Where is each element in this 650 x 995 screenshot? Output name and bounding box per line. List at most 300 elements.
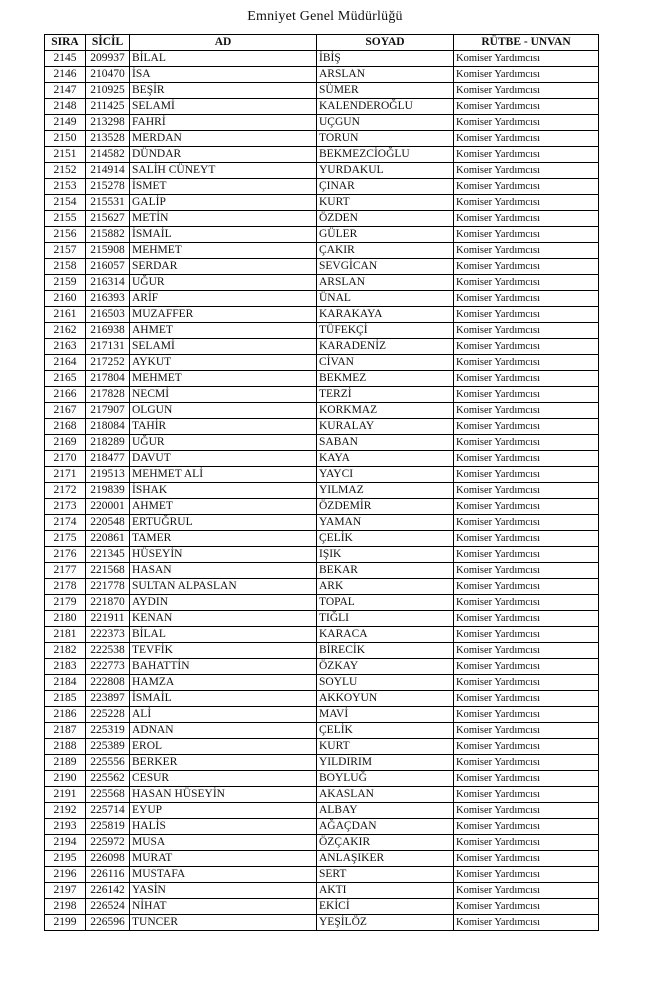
table-row	[45, 355, 599, 371]
cell-ad: SELAMİ	[130, 339, 317, 355]
cell-sira: 2198	[45, 899, 86, 915]
table-row	[45, 579, 599, 595]
cell-sicil: 222808	[86, 675, 130, 691]
cell-sira: 2179	[45, 595, 86, 611]
cell-sicil: 225319	[86, 723, 130, 739]
cell-sicil: 218477	[86, 451, 130, 467]
cell-sicil: 223897	[86, 691, 130, 707]
cell-ad: İSMAİL	[130, 691, 317, 707]
table-row	[45, 435, 599, 451]
cell-sira: 2156	[45, 227, 86, 243]
cell-ad: MEHMET ALİ	[130, 467, 317, 483]
cell-sicil: 211425	[86, 99, 130, 115]
cell-sira: 2190	[45, 771, 86, 787]
cell-ad: YASİN	[130, 883, 317, 899]
table-row	[45, 371, 599, 387]
cell-soyad: UÇGUN	[317, 115, 454, 131]
table-row	[45, 723, 599, 739]
header-soyad: SOYAD	[317, 35, 454, 51]
cell-soyad: YAMAN	[317, 515, 454, 531]
cell-sira: 2178	[45, 579, 86, 595]
cell-sicil: 215908	[86, 243, 130, 259]
cell-sira: 2162	[45, 323, 86, 339]
cell-rutbe: Komiser Yardımcısı	[454, 307, 599, 323]
cell-rutbe: Komiser Yardımcısı	[454, 627, 599, 643]
cell-sicil: 221778	[86, 579, 130, 595]
cell-soyad: ÖZDEMİR	[317, 499, 454, 515]
cell-rutbe: Komiser Yardımcısı	[454, 243, 599, 259]
cell-soyad: SÜMER	[317, 83, 454, 99]
table-row	[45, 419, 599, 435]
cell-soyad: AĞAÇDAN	[317, 819, 454, 835]
cell-sicil: 221345	[86, 547, 130, 563]
cell-sicil: 226098	[86, 851, 130, 867]
cell-sicil: 214582	[86, 147, 130, 163]
table-row	[45, 499, 599, 515]
cell-rutbe: Komiser Yardımcısı	[454, 275, 599, 291]
cell-sira: 2191	[45, 787, 86, 803]
cell-sira: 2174	[45, 515, 86, 531]
cell-sira: 2175	[45, 531, 86, 547]
table-row	[45, 467, 599, 483]
cell-ad: SELAMİ	[130, 99, 317, 115]
cell-rutbe: Komiser Yardımcısı	[454, 131, 599, 147]
cell-sicil: 216503	[86, 307, 130, 323]
cell-soyad: BEKMEZ	[317, 371, 454, 387]
cell-soyad: TIĞLI	[317, 611, 454, 627]
cell-ad: MUSTAFA	[130, 867, 317, 883]
table-row	[45, 899, 599, 915]
cell-sira: 2146	[45, 67, 86, 83]
cell-ad: MURAT	[130, 851, 317, 867]
cell-rutbe: Komiser Yardımcısı	[454, 723, 599, 739]
cell-rutbe: Komiser Yardımcısı	[454, 707, 599, 723]
cell-sicil: 217828	[86, 387, 130, 403]
cell-sira: 2151	[45, 147, 86, 163]
cell-sira: 2158	[45, 259, 86, 275]
cell-rutbe: Komiser Yardımcısı	[454, 835, 599, 851]
cell-soyad: KARADENİZ	[317, 339, 454, 355]
cell-sicil: 219839	[86, 483, 130, 499]
cell-sicil: 216057	[86, 259, 130, 275]
cell-sira: 2168	[45, 419, 86, 435]
cell-sicil: 225556	[86, 755, 130, 771]
cell-ad: AHMET	[130, 499, 317, 515]
cell-rutbe: Komiser Yardımcısı	[454, 451, 599, 467]
cell-soyad: ÜNAL	[317, 291, 454, 307]
cell-ad: ARİF	[130, 291, 317, 307]
cell-rutbe: Komiser Yardımcısı	[454, 643, 599, 659]
cell-sira: 2163	[45, 339, 86, 355]
cell-rutbe: Komiser Yardımcısı	[454, 163, 599, 179]
cell-sicil: 215627	[86, 211, 130, 227]
cell-sicil: 226524	[86, 899, 130, 915]
cell-sicil: 225228	[86, 707, 130, 723]
cell-soyad: İBİŞ	[317, 51, 454, 67]
cell-ad: HALİS	[130, 819, 317, 835]
cell-sira: 2180	[45, 611, 86, 627]
cell-soyad: SERT	[317, 867, 454, 883]
cell-ad: TUNCER	[130, 915, 317, 931]
header-sicil: SİCİL	[86, 35, 130, 51]
cell-ad: OLGUN	[130, 403, 317, 419]
cell-ad: SULTAN ALPASLAN	[130, 579, 317, 595]
table-row	[45, 787, 599, 803]
cell-rutbe: Komiser Yardımcısı	[454, 675, 599, 691]
cell-sicil: 218289	[86, 435, 130, 451]
table-row	[45, 627, 599, 643]
cell-ad: EYUP	[130, 803, 317, 819]
cell-soyad: ÖZDEN	[317, 211, 454, 227]
cell-rutbe: Komiser Yardımcısı	[454, 819, 599, 835]
cell-sira: 2184	[45, 675, 86, 691]
cell-ad: SALİH CÜNEYT	[130, 163, 317, 179]
cell-ad: ADNAN	[130, 723, 317, 739]
cell-soyad: ÇELİK	[317, 723, 454, 739]
cell-ad: BERKER	[130, 755, 317, 771]
cell-soyad: TOPAL	[317, 595, 454, 611]
cell-sicil: 220548	[86, 515, 130, 531]
table-row	[45, 179, 599, 195]
table-row	[45, 243, 599, 259]
cell-ad: ERTUĞRUL	[130, 515, 317, 531]
cell-soyad: ÖZKAY	[317, 659, 454, 675]
cell-soyad: KARACA	[317, 627, 454, 643]
table-row	[45, 835, 599, 851]
cell-sicil: 217131	[86, 339, 130, 355]
cell-rutbe: Komiser Yardımcısı	[454, 691, 599, 707]
table-row	[45, 323, 599, 339]
cell-sira: 2155	[45, 211, 86, 227]
table-row	[45, 163, 599, 179]
cell-sicil: 219513	[86, 467, 130, 483]
table-row	[45, 403, 599, 419]
cell-rutbe: Komiser Yardımcısı	[454, 915, 599, 931]
table-row	[45, 867, 599, 883]
cell-sira: 2189	[45, 755, 86, 771]
cell-soyad: EKİCİ	[317, 899, 454, 915]
cell-ad: TAHİR	[130, 419, 317, 435]
cell-rutbe: Komiser Yardımcısı	[454, 467, 599, 483]
cell-sira: 2167	[45, 403, 86, 419]
cell-rutbe: Komiser Yardımcısı	[454, 371, 599, 387]
cell-ad: ALİ	[130, 707, 317, 723]
cell-sicil: 213298	[86, 115, 130, 131]
cell-ad: DAVUT	[130, 451, 317, 467]
table-header-row	[45, 35, 599, 51]
cell-soyad: ANLAŞIKER	[317, 851, 454, 867]
cell-soyad: BEKMEZCİOĞLU	[317, 147, 454, 163]
cell-ad: MUZAFFER	[130, 307, 317, 323]
cell-sira: 2199	[45, 915, 86, 931]
cell-sira: 2183	[45, 659, 86, 675]
cell-ad: UĞUR	[130, 275, 317, 291]
cell-sicil: 217804	[86, 371, 130, 387]
cell-sicil: 225819	[86, 819, 130, 835]
cell-soyad: SEVGİCAN	[317, 259, 454, 275]
cell-sicil: 216314	[86, 275, 130, 291]
cell-soyad: AKKOYUN	[317, 691, 454, 707]
cell-sira: 2165	[45, 371, 86, 387]
cell-rutbe: Komiser Yardımcısı	[454, 595, 599, 611]
cell-sicil: 225568	[86, 787, 130, 803]
table-row	[45, 803, 599, 819]
table-row	[45, 387, 599, 403]
cell-soyad: KURT	[317, 195, 454, 211]
table-body	[45, 51, 599, 931]
cell-sicil: 226116	[86, 867, 130, 883]
cell-sicil: 215278	[86, 179, 130, 195]
cell-ad: MEHMET	[130, 371, 317, 387]
cell-ad: UĞUR	[130, 435, 317, 451]
cell-soyad: ARSLAN	[317, 67, 454, 83]
cell-rutbe: Komiser Yardımcısı	[454, 83, 599, 99]
header-ad: AD	[130, 35, 317, 51]
cell-sira: 2187	[45, 723, 86, 739]
cell-sira: 2148	[45, 99, 86, 115]
cell-sira: 2145	[45, 51, 86, 67]
cell-ad: DÜNDAR	[130, 147, 317, 163]
cell-sira: 2185	[45, 691, 86, 707]
cell-sicil: 221911	[86, 611, 130, 627]
cell-ad: BİLAL	[130, 627, 317, 643]
cell-sira: 2164	[45, 355, 86, 371]
cell-sira: 2193	[45, 819, 86, 835]
cell-rutbe: Komiser Yardımcısı	[454, 499, 599, 515]
table-row	[45, 851, 599, 867]
cell-sicil: 222538	[86, 643, 130, 659]
table-row	[45, 115, 599, 131]
cell-ad: HASAN	[130, 563, 317, 579]
cell-rutbe: Komiser Yardımcısı	[454, 515, 599, 531]
table-row	[45, 483, 599, 499]
cell-ad: AYKUT	[130, 355, 317, 371]
cell-soyad: ARSLAN	[317, 275, 454, 291]
cell-rutbe: Komiser Yardımcısı	[454, 803, 599, 819]
cell-ad: MERDAN	[130, 131, 317, 147]
cell-sicil: 226596	[86, 915, 130, 931]
cell-rutbe: Komiser Yardımcısı	[454, 755, 599, 771]
cell-sira: 2170	[45, 451, 86, 467]
cell-sicil: 215882	[86, 227, 130, 243]
table-row	[45, 739, 599, 755]
cell-ad: NİHAT	[130, 899, 317, 915]
cell-ad: METİN	[130, 211, 317, 227]
table-row	[45, 83, 599, 99]
cell-soyad: KAYA	[317, 451, 454, 467]
cell-rutbe: Komiser Yardımcısı	[454, 419, 599, 435]
cell-soyad: KARAKAYA	[317, 307, 454, 323]
cell-rutbe: Komiser Yardımcısı	[454, 211, 599, 227]
cell-ad: İSMET	[130, 179, 317, 195]
cell-ad: BAHATTİN	[130, 659, 317, 675]
cell-sira: 2153	[45, 179, 86, 195]
cell-ad: İSHAK	[130, 483, 317, 499]
table-row	[45, 547, 599, 563]
cell-soyad: AKASLAN	[317, 787, 454, 803]
cell-sicil: 213528	[86, 131, 130, 147]
cell-rutbe: Komiser Yardımcısı	[454, 739, 599, 755]
cell-ad: İSMAİL	[130, 227, 317, 243]
table-row	[45, 595, 599, 611]
cell-sicil: 216938	[86, 323, 130, 339]
cell-sicil: 210470	[86, 67, 130, 83]
cell-rutbe: Komiser Yardımcısı	[454, 259, 599, 275]
cell-rutbe: Komiser Yardımcısı	[454, 323, 599, 339]
cell-rutbe: Komiser Yardımcısı	[454, 51, 599, 67]
cell-sira: 2157	[45, 243, 86, 259]
cell-ad: MUSA	[130, 835, 317, 851]
table-row	[45, 643, 599, 659]
cell-sira: 2177	[45, 563, 86, 579]
table-row	[45, 51, 599, 67]
cell-sicil: 222373	[86, 627, 130, 643]
cell-ad: TEVFİK	[130, 643, 317, 659]
cell-rutbe: Komiser Yardımcısı	[454, 227, 599, 243]
table-row	[45, 563, 599, 579]
table-row	[45, 755, 599, 771]
cell-soyad: TÜFEKÇİ	[317, 323, 454, 339]
cell-sicil: 217907	[86, 403, 130, 419]
cell-rutbe: Komiser Yardımcısı	[454, 899, 599, 915]
cell-ad: NECMİ	[130, 387, 317, 403]
table-row	[45, 147, 599, 163]
cell-soyad: SABAN	[317, 435, 454, 451]
cell-rutbe: Komiser Yardımcısı	[454, 115, 599, 131]
cell-ad: GALİP	[130, 195, 317, 211]
cell-rutbe: Komiser Yardımcısı	[454, 99, 599, 115]
table-row	[45, 291, 599, 307]
cell-sira: 2149	[45, 115, 86, 131]
cell-sicil: 226142	[86, 883, 130, 899]
cell-sira: 2147	[45, 83, 86, 99]
table-row	[45, 883, 599, 899]
cell-sira: 2196	[45, 867, 86, 883]
cell-soyad: MAVİ	[317, 707, 454, 723]
cell-soyad: SOYLU	[317, 675, 454, 691]
cell-soyad: KALENDEROĞLU	[317, 99, 454, 115]
cell-sicil: 215531	[86, 195, 130, 211]
table-row	[45, 611, 599, 627]
cell-soyad: ÖZÇAKIR	[317, 835, 454, 851]
cell-rutbe: Komiser Yardımcısı	[454, 659, 599, 675]
cell-sira: 2159	[45, 275, 86, 291]
cell-sicil: 225562	[86, 771, 130, 787]
header-rutbe-unvan: RÜTBE - UNVAN	[454, 35, 599, 51]
cell-soyad: IŞIK	[317, 547, 454, 563]
cell-ad: SERDAR	[130, 259, 317, 275]
cell-sira: 2194	[45, 835, 86, 851]
cell-sicil: 216393	[86, 291, 130, 307]
cell-sira: 2195	[45, 851, 86, 867]
table-row	[45, 819, 599, 835]
cell-ad: MEHMET	[130, 243, 317, 259]
cell-rutbe: Komiser Yardımcısı	[454, 579, 599, 595]
cell-rutbe: Komiser Yardımcısı	[454, 195, 599, 211]
cell-soyad: YEŞİLÖZ	[317, 915, 454, 931]
cell-sicil: 225972	[86, 835, 130, 851]
cell-rutbe: Komiser Yardımcısı	[454, 67, 599, 83]
cell-soyad: CİVAN	[317, 355, 454, 371]
cell-soyad: GÜLER	[317, 227, 454, 243]
cell-ad: CESUR	[130, 771, 317, 787]
cell-rutbe: Komiser Yardımcısı	[454, 867, 599, 883]
cell-sira: 2172	[45, 483, 86, 499]
cell-sira: 2171	[45, 467, 86, 483]
table-row	[45, 707, 599, 723]
cell-ad: EROL	[130, 739, 317, 755]
cell-sira: 2192	[45, 803, 86, 819]
cell-ad: TAMER	[130, 531, 317, 547]
cell-rutbe: Komiser Yardımcısı	[454, 563, 599, 579]
cell-ad: HAMZA	[130, 675, 317, 691]
table-row	[45, 307, 599, 323]
cell-sicil: 209937	[86, 51, 130, 67]
table-row	[45, 67, 599, 83]
cell-rutbe: Komiser Yardımcısı	[454, 179, 599, 195]
table-row	[45, 275, 599, 291]
cell-sicil: 217252	[86, 355, 130, 371]
cell-rutbe: Komiser Yardımcısı	[454, 403, 599, 419]
cell-rutbe: Komiser Yardımcısı	[454, 531, 599, 547]
cell-ad: BİLAL	[130, 51, 317, 67]
cell-sicil: 222773	[86, 659, 130, 675]
cell-sicil: 214914	[86, 163, 130, 179]
table-row	[45, 915, 599, 931]
cell-sira: 2181	[45, 627, 86, 643]
cell-soyad: ALBAY	[317, 803, 454, 819]
table-row	[45, 675, 599, 691]
cell-sira: 2150	[45, 131, 86, 147]
table-row	[45, 227, 599, 243]
cell-rutbe: Komiser Yardımcısı	[454, 883, 599, 899]
personnel-table	[44, 34, 599, 931]
cell-ad: BEŞİR	[130, 83, 317, 99]
cell-soyad: YURDAKUL	[317, 163, 454, 179]
cell-ad: AYDIN	[130, 595, 317, 611]
cell-soyad: YILDIRIM	[317, 755, 454, 771]
cell-sicil: 225389	[86, 739, 130, 755]
table-row	[45, 339, 599, 355]
cell-rutbe: Komiser Yardımcısı	[454, 787, 599, 803]
cell-soyad: YAYCI	[317, 467, 454, 483]
cell-sicil: 221568	[86, 563, 130, 579]
cell-soyad: BEKAR	[317, 563, 454, 579]
table-row	[45, 99, 599, 115]
cell-soyad: YILMAZ	[317, 483, 454, 499]
cell-rutbe: Komiser Yardımcısı	[454, 147, 599, 163]
cell-rutbe: Komiser Yardımcısı	[454, 483, 599, 499]
cell-ad: KENAN	[130, 611, 317, 627]
table-row	[45, 259, 599, 275]
table-row	[45, 771, 599, 787]
cell-ad: AHMET	[130, 323, 317, 339]
cell-sira: 2173	[45, 499, 86, 515]
cell-sicil: 225714	[86, 803, 130, 819]
table-row	[45, 531, 599, 547]
table-row	[45, 691, 599, 707]
cell-sira: 2152	[45, 163, 86, 179]
cell-soyad: ARK	[317, 579, 454, 595]
cell-rutbe: Komiser Yardımcısı	[454, 291, 599, 307]
cell-rutbe: Komiser Yardımcısı	[454, 771, 599, 787]
cell-sira: 2166	[45, 387, 86, 403]
cell-sicil: 221870	[86, 595, 130, 611]
cell-rutbe: Komiser Yardımcısı	[454, 387, 599, 403]
cell-rutbe: Komiser Yardımcısı	[454, 339, 599, 355]
cell-soyad: ÇAKIR	[317, 243, 454, 259]
cell-sira: 2188	[45, 739, 86, 755]
